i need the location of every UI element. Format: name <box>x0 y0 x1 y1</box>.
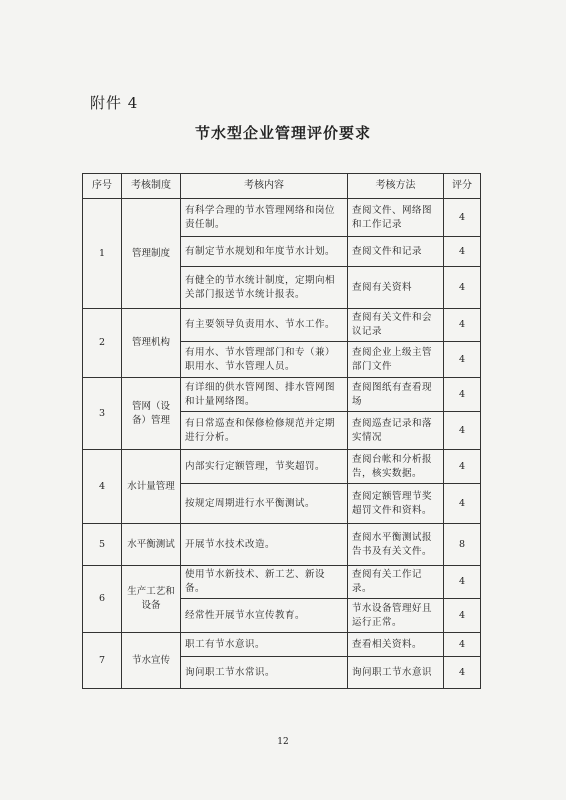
row-method: 查阅文件、网络图和工作记录 <box>348 199 444 237</box>
header-category: 考核制度 <box>122 174 181 199</box>
row-score: 4 <box>444 633 481 657</box>
row-content: 按规定周期进行水平衡测试。 <box>181 484 348 524</box>
row-number: 1 <box>83 199 122 309</box>
attachment-label: 附件 4 <box>90 94 139 112</box>
header-no: 序号 <box>83 174 122 199</box>
row-score: 8 <box>444 524 481 566</box>
row-method: 节水设备管理好且运行正常。 <box>348 599 444 633</box>
row-content: 有健全的节水统计制度，定期向相关部门报送节水统计报表。 <box>181 267 348 309</box>
row-category: 管理机构 <box>122 309 181 378</box>
row-method: 查阅水平衡测试报告书及有关文件。 <box>348 524 444 566</box>
row-content: 开展节水技术改造。 <box>181 524 348 566</box>
table-row <box>83 566 481 599</box>
row-score: 4 <box>444 199 481 237</box>
row-category: 管理制度 <box>122 199 181 309</box>
row-method: 查阅有关工作记录。 <box>348 566 444 599</box>
row-score: 4 <box>444 412 481 450</box>
row-content: 有用水、节水管理部门和专（兼）职用水、节水管理人员。 <box>181 342 348 378</box>
row-method: 查看相关资料。 <box>348 633 444 657</box>
row-category: 水计量管理 <box>122 450 181 524</box>
row-content: 询问职工节水常识。 <box>181 657 348 689</box>
row-category: 节水宣传 <box>122 633 181 689</box>
row-method: 查阅有关资料 <box>348 267 444 309</box>
row-content: 有科学合理的节水管理网络和岗位责任制。 <box>181 199 348 237</box>
header-score: 评分 <box>444 174 481 199</box>
row-method: 查阅企业上级主管部门文件 <box>348 342 444 378</box>
table-row <box>83 633 481 657</box>
row-category: 管网（设备）管理 <box>122 378 181 450</box>
row-score: 4 <box>444 378 481 412</box>
row-number: 5 <box>83 524 122 566</box>
row-number: 4 <box>83 450 122 524</box>
table-row <box>83 199 481 237</box>
document-title: 节水型企业管理评价要求 <box>194 124 371 142</box>
row-content: 有日常巡查和保修检修规范并定期进行分析。 <box>181 412 348 450</box>
row-score: 4 <box>444 599 481 633</box>
row-content: 经常性开展节水宣传教育。 <box>181 599 348 633</box>
row-score: 4 <box>444 484 481 524</box>
header-content: 考核内容 <box>181 174 348 199</box>
row-content: 使用节水新技术、新工艺、新设备。 <box>181 566 348 599</box>
table-row <box>83 524 481 566</box>
row-content: 有详细的供水管网图、排水管网图和计量网络图。 <box>181 378 348 412</box>
row-method: 查阅定额管理节奖超罚文件和资料。 <box>348 484 444 524</box>
row-content: 职工有节水意识。 <box>181 633 348 657</box>
row-category: 生产工艺和设备 <box>122 566 181 633</box>
row-number: 6 <box>83 566 122 633</box>
row-content: 有制定节水规划和年度节水计划。 <box>181 237 348 267</box>
row-content: 有主要领导负责用水、节水工作。 <box>181 309 348 342</box>
row-score: 4 <box>444 566 481 599</box>
row-category: 水平衡测试 <box>122 524 181 566</box>
row-number: 3 <box>83 378 122 450</box>
row-score: 4 <box>444 657 481 689</box>
header-method: 考核方法 <box>348 174 444 199</box>
row-score: 4 <box>444 450 481 484</box>
row-score: 4 <box>444 267 481 309</box>
row-content: 内部实行定额管理，节奖超罚。 <box>181 450 348 484</box>
table-header-row <box>83 174 481 199</box>
row-score: 4 <box>444 237 481 267</box>
row-method: 查阅有关文件和会议记录 <box>348 309 444 342</box>
row-score: 4 <box>444 342 481 378</box>
evaluation-table <box>82 173 481 689</box>
table-row <box>83 378 481 412</box>
page-number: 12 <box>277 737 289 747</box>
table-row <box>83 450 481 484</box>
row-method: 询问职工节水意识 <box>348 657 444 689</box>
row-score: 4 <box>444 309 481 342</box>
table-row <box>83 309 481 342</box>
row-method: 查阅台帐和分析报告，核实数据。 <box>348 450 444 484</box>
row-method: 查阅文件和记录 <box>348 237 444 267</box>
row-number: 2 <box>83 309 122 378</box>
row-method: 查阅图纸有查看现场 <box>348 378 444 412</box>
row-number: 7 <box>83 633 122 689</box>
row-method: 查阅巡查记录和落实情况 <box>348 412 444 450</box>
